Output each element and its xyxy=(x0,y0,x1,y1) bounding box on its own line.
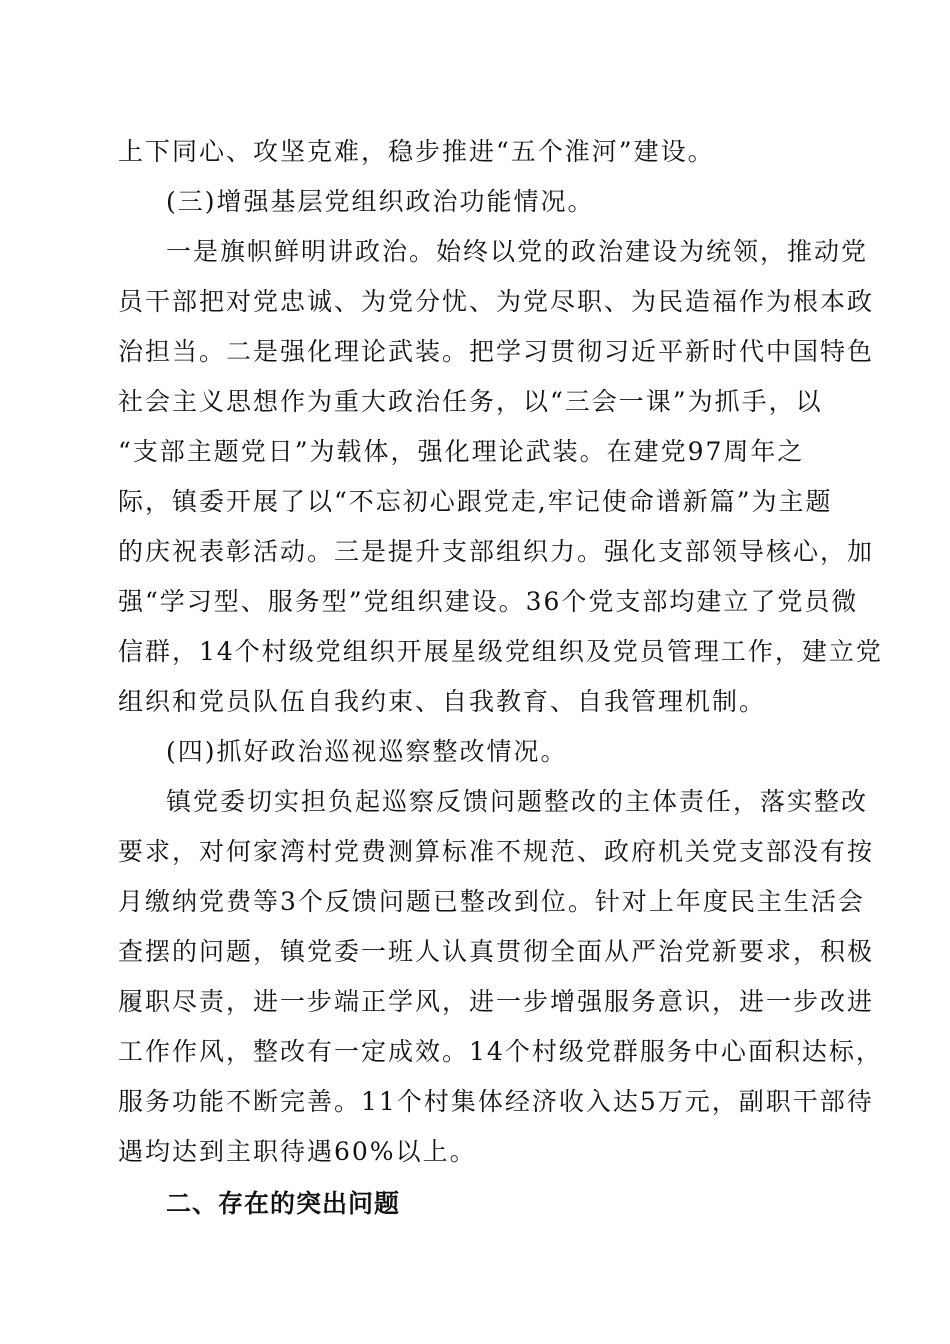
body-text-line: 的庆祝表彰活动。三是提升支部组织力。强化支部领导核心，加 xyxy=(118,537,875,566)
body-text-line: 遇均达到主职待遇60%以上。 xyxy=(118,1137,477,1166)
body-text-line: 社会主义思想作为重大政治任务，以“三会一课”为抓手，以 xyxy=(118,387,823,416)
body-text-line: 员干部把对党忠诚、为党分忧、为党尽职、为民造福作为根本政 xyxy=(118,287,875,316)
body-text-line: 信群，14个村级党组织开展星级党组织及党员管理工作，建立党 xyxy=(118,637,883,666)
body-text-line: 际，镇委开展了以“不忘初心跟党走,牢记使命谱新篇”为主题 xyxy=(118,487,833,516)
body-text-line: 治担当。二是强化理论武装。把学习贯彻习近平新时代中国特色 xyxy=(118,337,875,366)
body-text-line: 工作作风，整改有一定成效。14个村级党群服务中心面积达标， xyxy=(118,1037,883,1066)
body-text-line: 上下同心、攻坚克难，稳步推进“五个淮河”建设。 xyxy=(118,137,715,166)
subsection-heading: (三)增强基层党组织政治功能情况。 xyxy=(166,187,595,216)
section-heading: 二、存在的突出问题 xyxy=(166,1189,401,1218)
body-text-line: 履职尽责，进一步端正学风，进一步增强服务意识，进一步改进 xyxy=(118,987,875,1016)
body-text-line: 组织和党员队伍自我约束、自我教育、自我管理机制。 xyxy=(118,687,767,716)
body-text-line: 强“学习型、服务型”党组织建设。36个党支部均建立了党员微 xyxy=(118,587,859,616)
body-text-line: 查摆的问题，镇党委一班人认真贯彻全面从严治党新要求，积极 xyxy=(118,937,875,966)
body-text-line: 服务功能不断完善。11个村集体经济收入达5万元，副职干部待 xyxy=(118,1087,874,1116)
paragraph-first-line: 一是旗帜鲜明讲政治。始终以党的政治建设为统领，推动党 xyxy=(166,237,869,266)
body-text-line: 月缴纳党费等3个反馈问题已整改到位。针对上年度民主生活会 xyxy=(118,887,865,916)
paragraph-first-line: 镇党委切实担负起巡察反馈问题整改的主体责任，落实整改 xyxy=(166,787,869,816)
subsection-heading: (四)抓好政治巡视巡察整改情况。 xyxy=(166,737,568,766)
body-text-line: 要求，对何家湾村党费测算标准不规范、政府机关党支部没有按 xyxy=(118,837,875,866)
body-text-line: “支部主题党日”为载体，强化理论武装。在建党97周年之 xyxy=(118,437,805,466)
